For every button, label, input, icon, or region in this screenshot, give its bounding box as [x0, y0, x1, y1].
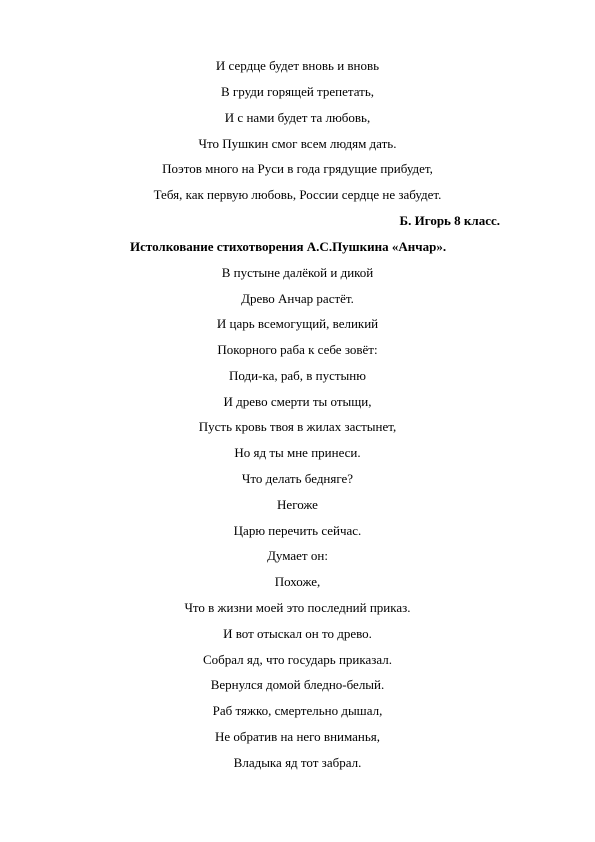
poem-line: И сердце будет вновь и вновь — [215, 58, 380, 73]
poem-title: Истолкование стихотворения А.С.Пушкина «Анчар». — [130, 239, 447, 254]
poem-line: Думает он: — [267, 548, 328, 563]
poem-line: Поди-ка, раб, в пустыню — [229, 368, 366, 383]
poem-line: Тебя, как первую любовь, России сердце не забудет. — [153, 187, 442, 202]
author-signature: Б. Игорь 8 класс. — [399, 213, 500, 228]
poem-line: Покорного раба к себе зовёт: — [217, 342, 378, 357]
poem-line: Негоже — [277, 497, 318, 512]
poem-line: И с нами будет та любовь, — [224, 110, 371, 125]
poem-line: Царю перечить сейчас. — [233, 523, 362, 538]
poem-line: Но яд ты мне принеси. — [234, 445, 361, 460]
poem-line: Собрал яд, что государь приказал. — [202, 652, 393, 667]
poem-line: Поэтов много на Руси в года грядущие прибудет, — [162, 161, 433, 176]
poem-line: Похоже, — [274, 574, 321, 589]
poem-line: Владыка яд тот забрал. — [233, 755, 362, 770]
poem-line: В пустыне далёкой и дикой — [221, 265, 374, 280]
poem-line: И вот отыскал он то древо. — [223, 626, 372, 641]
poem-line: И царь всемогущий, великий — [216, 316, 379, 331]
poem-line: Раб тяжко, смертельно дышал, — [212, 703, 383, 718]
poem-line: Что делать бедняге? — [241, 471, 354, 486]
poem-line: Не обратив на него вниманья, — [214, 729, 381, 744]
poem-line: Пусть кровь твоя в жилах застынет, — [198, 419, 397, 434]
poem-line: В груди горящей трепетать, — [220, 84, 375, 99]
poem-line: Древо Анчар растёт. — [241, 291, 354, 306]
poem-line: Что в жизни моей это последний приказ. — [184, 600, 411, 615]
poem-line: Что Пушкин смог всем людям дать. — [198, 136, 397, 151]
poem-line: Вернулся домой бледно-белый. — [210, 677, 385, 692]
poem-line: И древо смерти ты отыщи, — [223, 394, 372, 409]
